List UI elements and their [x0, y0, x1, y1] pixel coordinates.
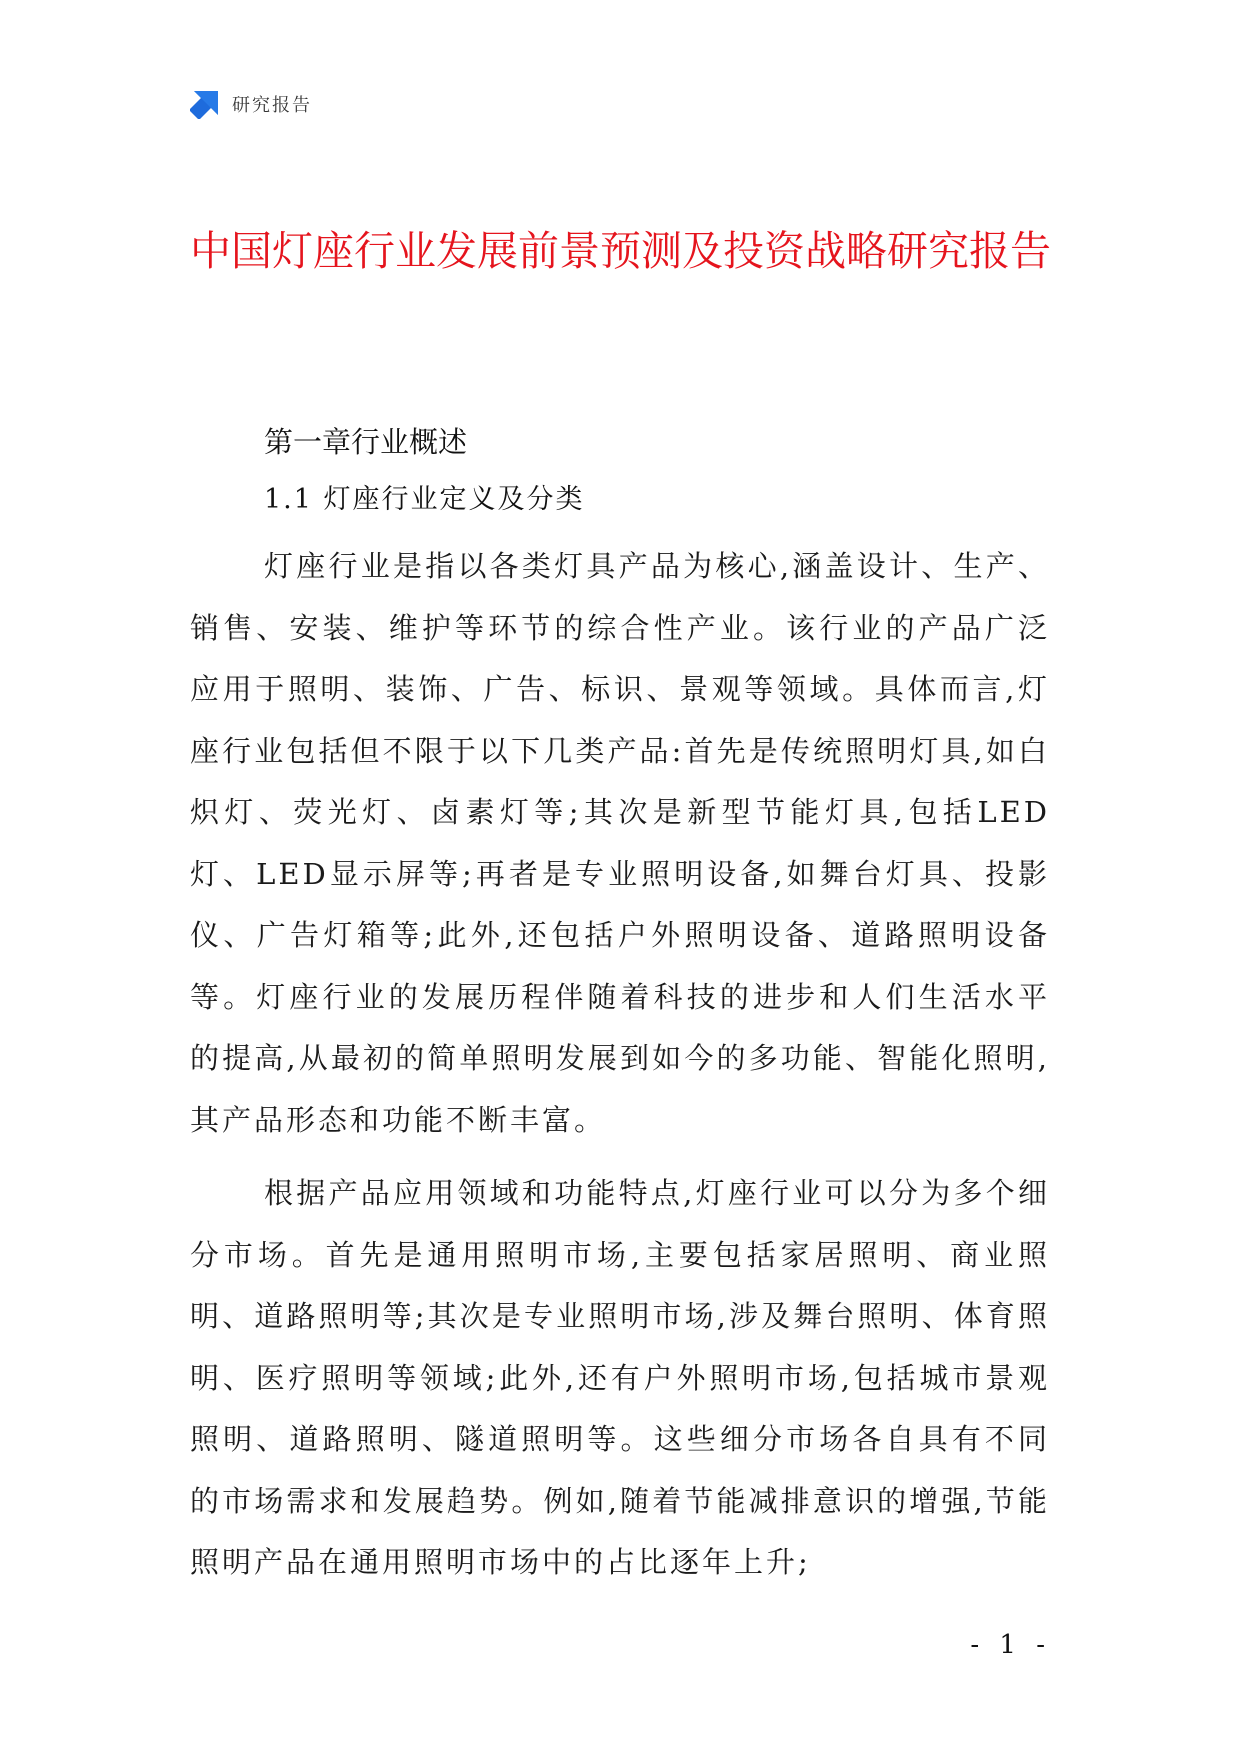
body-paragraph: 根据产品应用领域和功能特点,灯座行业可以分为多个细分市场。首先是通用照明市场,主要包括家居照明、商业照明、道路照明等;其次是专业照明市场,涉及舞台照明、体育照明、医疗照明等领域;此外,还有户外照明市场,包括城市景观照明、道路照明、隧道照明等。这些细分市场各自具有不同的市场需求和发展趋势。例如,随着节能减排意识的增强,节能照明产品在通用照明市场中的占比逐年上升;: [190, 1176, 1050, 1579]
header-label: 研究报告: [232, 95, 312, 116]
document-title: 中国灯座行业发展前景预测及投资战略研究报告: [190, 227, 1051, 275]
arrow-up-right-logo-icon: [190, 89, 220, 119]
page-number: - 1 -: [970, 1630, 1051, 1660]
page-header: [190, 88, 312, 120]
section-heading: 1.1 灯座行业定义及分类: [264, 484, 585, 515]
body-paragraph: 灯座行业是指以各类灯具产品为核心,涵盖设计、生产、销售、安装、维护等环节的综合性产业。该行业的产品广泛应用于照明、装饰、广告、标识、景观等领域。具体而言,灯座行业包括但不限于以下几类产品:首先是传统照明灯具,如白炽灯、荧光灯、卤素灯等;其次是新型节能灯具,包括LED灯、LED显示屏等;再者是专业照明设备,如舞台灯具、投影仪、广告灯箱等;此外,还包括户外照明设备、道路照明设备等。灯座行业的发展历程伴随着科技的进步和人们生活水平的提高,从最初的简单照明发展到如今的多功能、智能化照明,其产品形态和功能不断丰富。: [190, 549, 1050, 1137]
chapter-heading: 第一章行业概述: [264, 425, 468, 459]
document-body: [190, 418, 1050, 1594]
